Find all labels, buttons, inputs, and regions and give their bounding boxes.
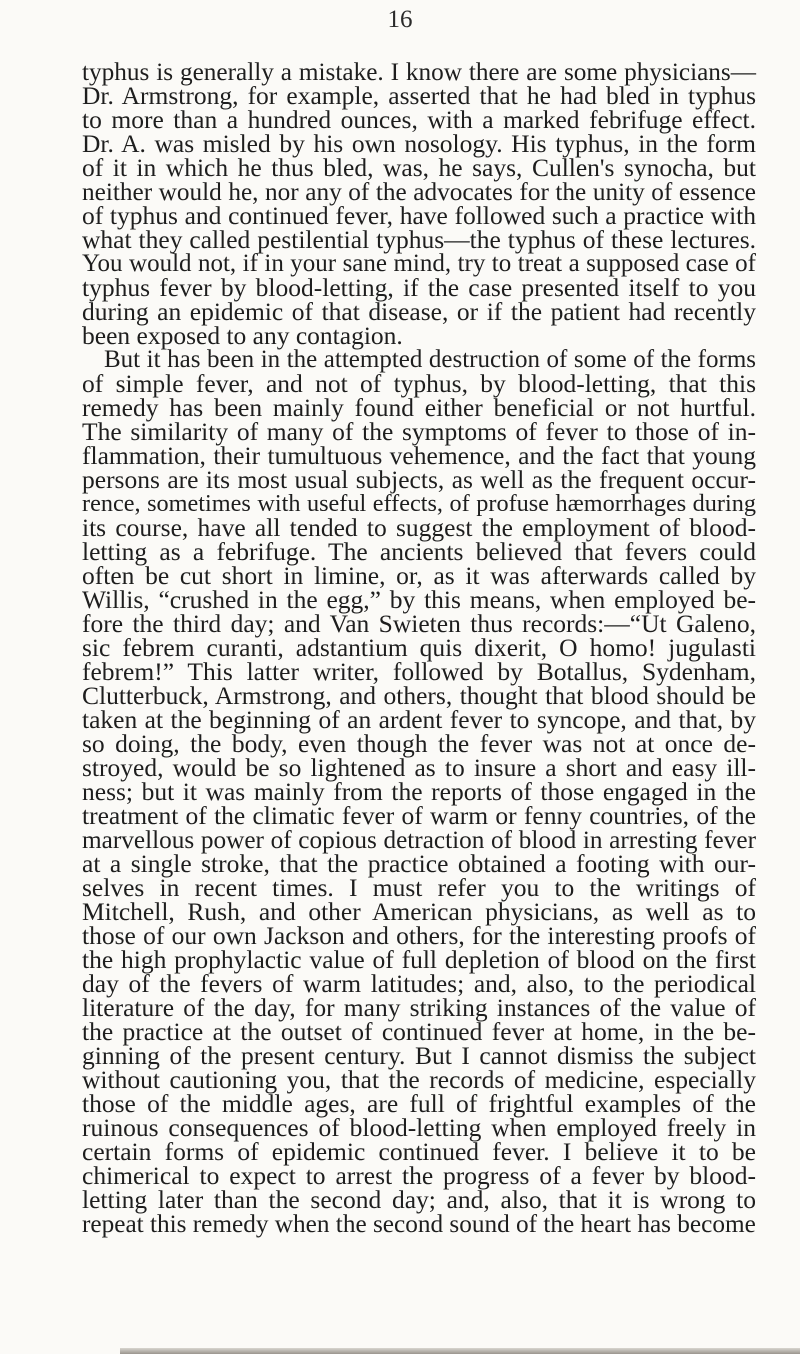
text-line: sic febrem curanti, adstantium quis dixerit, O homo! jugulasti <box>82 633 756 662</box>
text-line: chimerical to expect to arrest the progress of a fever by blood- <box>82 1161 756 1190</box>
text-line: treatment of the climatic fever of warm or fenny countries, of the <box>82 801 756 830</box>
text-line: literature of the day, for many striking instances of the value of <box>82 993 756 1022</box>
text-line: day of the fevers of warm latitudes; and, also, to the periodical <box>82 969 756 998</box>
text-line: The similarity of many of the symptoms of fever to those of in- <box>82 417 756 446</box>
text-line: those of the middle ages, are full of frightful examples of the <box>82 1089 756 1118</box>
text-line: neither would he, nor any of the advocates for the unity of essence <box>82 178 756 206</box>
text-line: febrem!” This latter writer, followed by Botallus, Sydenham, <box>82 657 756 686</box>
text-line: rence, sometimes with useful effects, of profuse hæmorrhages during <box>82 490 756 517</box>
text-line: selves in recent times. I must refer you to the writings of <box>82 873 756 902</box>
text-line: Clutterbuck, Armstrong, and others, thought that blood should be <box>82 681 756 710</box>
text-line: those of our own Jackson and others, for the interesting proofs of <box>82 921 756 950</box>
text-line: of typhus and continued fever, have followed such a practice with <box>82 201 756 230</box>
text-line: persons are its most usual subjects, as well as the frequent occur- <box>82 465 756 494</box>
text-line: Willis, “crushed in the egg,” by this means, when employed be- <box>82 585 756 614</box>
text-line: marvellous power of copious detraction of blood in arresting fever <box>82 826 756 854</box>
text-line: of simple fever, and not of typhus, by blood-letting, that this <box>82 369 756 398</box>
page-number: 16 <box>387 6 413 33</box>
text-line: flammation, their tumultuous vehemence, and the fact that young <box>82 441 756 470</box>
text-line: Mitchell, Rush, and other American physicians, as well as to <box>82 897 756 926</box>
text-line: stroyed, would be so lightened as to insure a short and easy ill- <box>82 753 756 782</box>
text-line: letting as a febrifuge. The ancients believed that fevers could <box>82 537 756 566</box>
text-line: its course, have all tended to suggest the employment of blood- <box>82 513 756 542</box>
text-line: You would not, if in your sane mind, try to treat a supposed case of <box>82 250 756 277</box>
text-line: ness; but it was mainly from the reports of those engaged in the <box>82 777 756 806</box>
text-line: the high prophylactic value of full depletion of blood on the first <box>82 945 756 974</box>
text-line: certain forms of epidemic continued fever. I believe it to be <box>82 1137 756 1166</box>
body-text <box>82 60 756 1236</box>
text-line: the practice at the outset of continued fever at home, in the be- <box>82 1017 756 1046</box>
text-line: of it in which he thus bled, was, he says, Cullen's synocha, but <box>82 153 756 182</box>
text-line: what they called pestilential typhus—the typhus of these lectures. <box>82 225 756 254</box>
text-line: typhus fever by blood-letting, if the case presented itself to you <box>82 273 756 302</box>
text-line: remedy has been mainly found either beneficial or not hurtful. <box>82 393 756 422</box>
text-line: fore the third day; and Van Swieten thus records:—“Ut Galeno, <box>82 609 756 638</box>
page-bottom-edge <box>120 1348 800 1354</box>
text-line: But it has been in the attempted destruction of some of the forms <box>104 346 756 373</box>
text-line: Dr. A. was misled by his own nosology. His typhus, in the form <box>82 129 756 158</box>
text-line: at a single stroke, that the practice obtained a footing with our- <box>82 849 756 878</box>
text-line: Dr. Armstrong, for example, asserted that he had bled in typhus <box>82 81 756 110</box>
text-line: often be cut short in limine, or, as it was afterwards called by <box>82 561 756 590</box>
text-line: ruinous consequences of blood-letting when employed freely in <box>82 1113 756 1142</box>
text-line: typhus is generally a mistake. I know there are some physicians— <box>82 58 756 86</box>
text-line: so doing, the body, even though the fever was not at once de- <box>82 729 756 758</box>
text-line: during an epidemic of that disease, or if the patient had recently <box>82 297 756 326</box>
text-line: repeat this remedy when the second sound of the heart has become <box>82 1210 756 1238</box>
text-line: without cautioning you, that the records of medicine, especially <box>82 1065 756 1094</box>
text-line: letting later than the second day; and, also, that it is wrong to <box>82 1185 756 1214</box>
text-line: been exposed to any contagion. <box>82 321 403 350</box>
text-line: taken at the beginning of an ardent fever to syncope, and that, by <box>82 705 756 734</box>
text-line: ginning of the present century. But I cannot dismiss the subject <box>82 1041 756 1070</box>
text-line: to more than a hundred ounces, with a marked febrifuge effect. <box>82 105 756 134</box>
